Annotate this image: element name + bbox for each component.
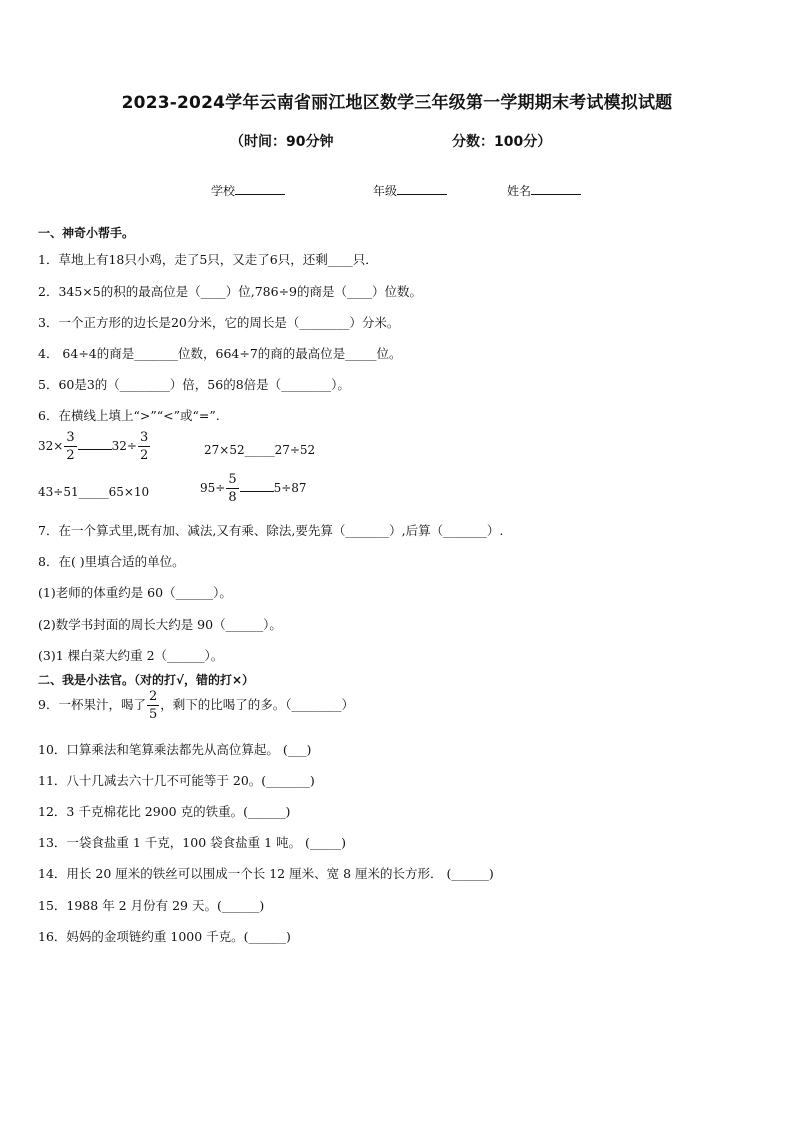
fraction-d-den: 8 bbox=[228, 490, 237, 505]
answer-blank bbox=[240, 481, 274, 492]
question-2: 2．345×5的积的最高位是（____）位,786÷9的商是（____）位数。 bbox=[38, 284, 422, 299]
fraction-b bbox=[138, 431, 150, 462]
fraction-b-num: 3 bbox=[139, 430, 149, 445]
grade-blank bbox=[397, 182, 447, 195]
question-1: 1．草地上有18只小鸡，走了5只，又走了6只，还剩____只． bbox=[38, 252, 378, 267]
section1-heading: 一、神奇小帮手。 bbox=[38, 226, 135, 240]
question-3: 3．一个正方形的边长是20分米，它的周长是（________）分米。 bbox=[38, 315, 400, 330]
question-9-text: 9．一杯果汁，喝了 bbox=[38, 697, 146, 712]
question-5: 5．60是3的（________）倍，56的8倍是（________）。 bbox=[38, 377, 350, 392]
question-7: 7．在一个算式里,既有加、减法,又有乘、除法,要先算（_______）,后算（_______）. bbox=[38, 523, 504, 538]
question-12: 12．3 千克棉花比 2900 克的铁重。(______) bbox=[38, 804, 291, 819]
school-blank bbox=[235, 182, 285, 195]
fraction-d-num: 5 bbox=[228, 472, 237, 487]
question-9 bbox=[38, 690, 354, 721]
name-blank bbox=[531, 182, 581, 195]
name-field bbox=[507, 182, 581, 199]
compare-a bbox=[38, 431, 151, 462]
question-11: 11．八十几减去六十几不可能等于 20。(_______) bbox=[38, 773, 315, 788]
fraction-q9 bbox=[147, 690, 159, 721]
question-9-tail: ，剩下的比喝了的多。（________） bbox=[160, 697, 355, 712]
fraction-a bbox=[64, 431, 76, 462]
question-10: 10．口算乘法和笔算乘法都先从高位算起。 (___) bbox=[38, 742, 312, 757]
fraction-q9-den: 5 bbox=[148, 707, 158, 722]
compare-b: 27×52_____27÷52 bbox=[204, 443, 316, 457]
question-13: 13．一袋食盐重 1 千克，100 袋食盐重 1 吨。 (_____) bbox=[38, 835, 347, 850]
question-8-3: (3)1 棵白菜大约重 2（______）。 bbox=[38, 648, 224, 663]
fraction-b-den: 2 bbox=[139, 448, 149, 463]
compare-d-right: 5÷87 bbox=[273, 481, 307, 495]
compare-d bbox=[200, 473, 307, 504]
fraction-a-num: 3 bbox=[66, 430, 75, 445]
question-16: 16．妈妈的金项链约重 1000 千克。(______) bbox=[38, 929, 291, 944]
compare-d-left: 95÷ bbox=[200, 481, 226, 495]
grade-field bbox=[373, 182, 447, 199]
page-title: 2023-2024学年云南省丽江地区数学三年级第一学期期末考试模拟试题 bbox=[121, 93, 673, 113]
name-label: 姓名 bbox=[507, 184, 532, 198]
question-8-2: (2)数学书封面的周长大约是 90（______）。 bbox=[38, 617, 282, 632]
fraction-q9-num: 2 bbox=[148, 689, 158, 704]
section2-heading: 二、我是小法官。（对的打√，错的打×） bbox=[38, 673, 255, 687]
grade-label: 年级 bbox=[373, 184, 398, 198]
exam-time: （时间：90分钟 bbox=[230, 134, 334, 150]
school-field bbox=[211, 182, 285, 199]
question-6: 6．在横线上填上“>”“<”或“=”. bbox=[38, 408, 220, 423]
question-8: 8．在( )里填合适的单位。 bbox=[38, 554, 185, 569]
question-14: 14．用长 20 厘米的铁丝可以围成一个长 12 厘米、宽 8 厘米的长方形． (______) bbox=[38, 866, 494, 881]
compare-a-mid: 32÷ bbox=[111, 439, 137, 453]
fraction-a-den: 2 bbox=[66, 448, 75, 463]
compare-a-left: 32× bbox=[38, 439, 64, 453]
question-4: 4． 64÷4的商是_______位数，664÷7的商的最高位是_____位。 bbox=[38, 346, 402, 361]
question-15: 15．1988 年 2 月份有 29 天。(______) bbox=[38, 898, 265, 913]
answer-blank bbox=[78, 439, 112, 450]
exam-score: 分数：100分） bbox=[452, 134, 552, 150]
compare-c: 43÷51_____65×10 bbox=[38, 485, 150, 499]
question-8-1: (1)老师的体重约是 60（______）。 bbox=[38, 585, 232, 600]
fraction-d bbox=[226, 473, 238, 504]
school-label: 学校 bbox=[211, 184, 236, 198]
